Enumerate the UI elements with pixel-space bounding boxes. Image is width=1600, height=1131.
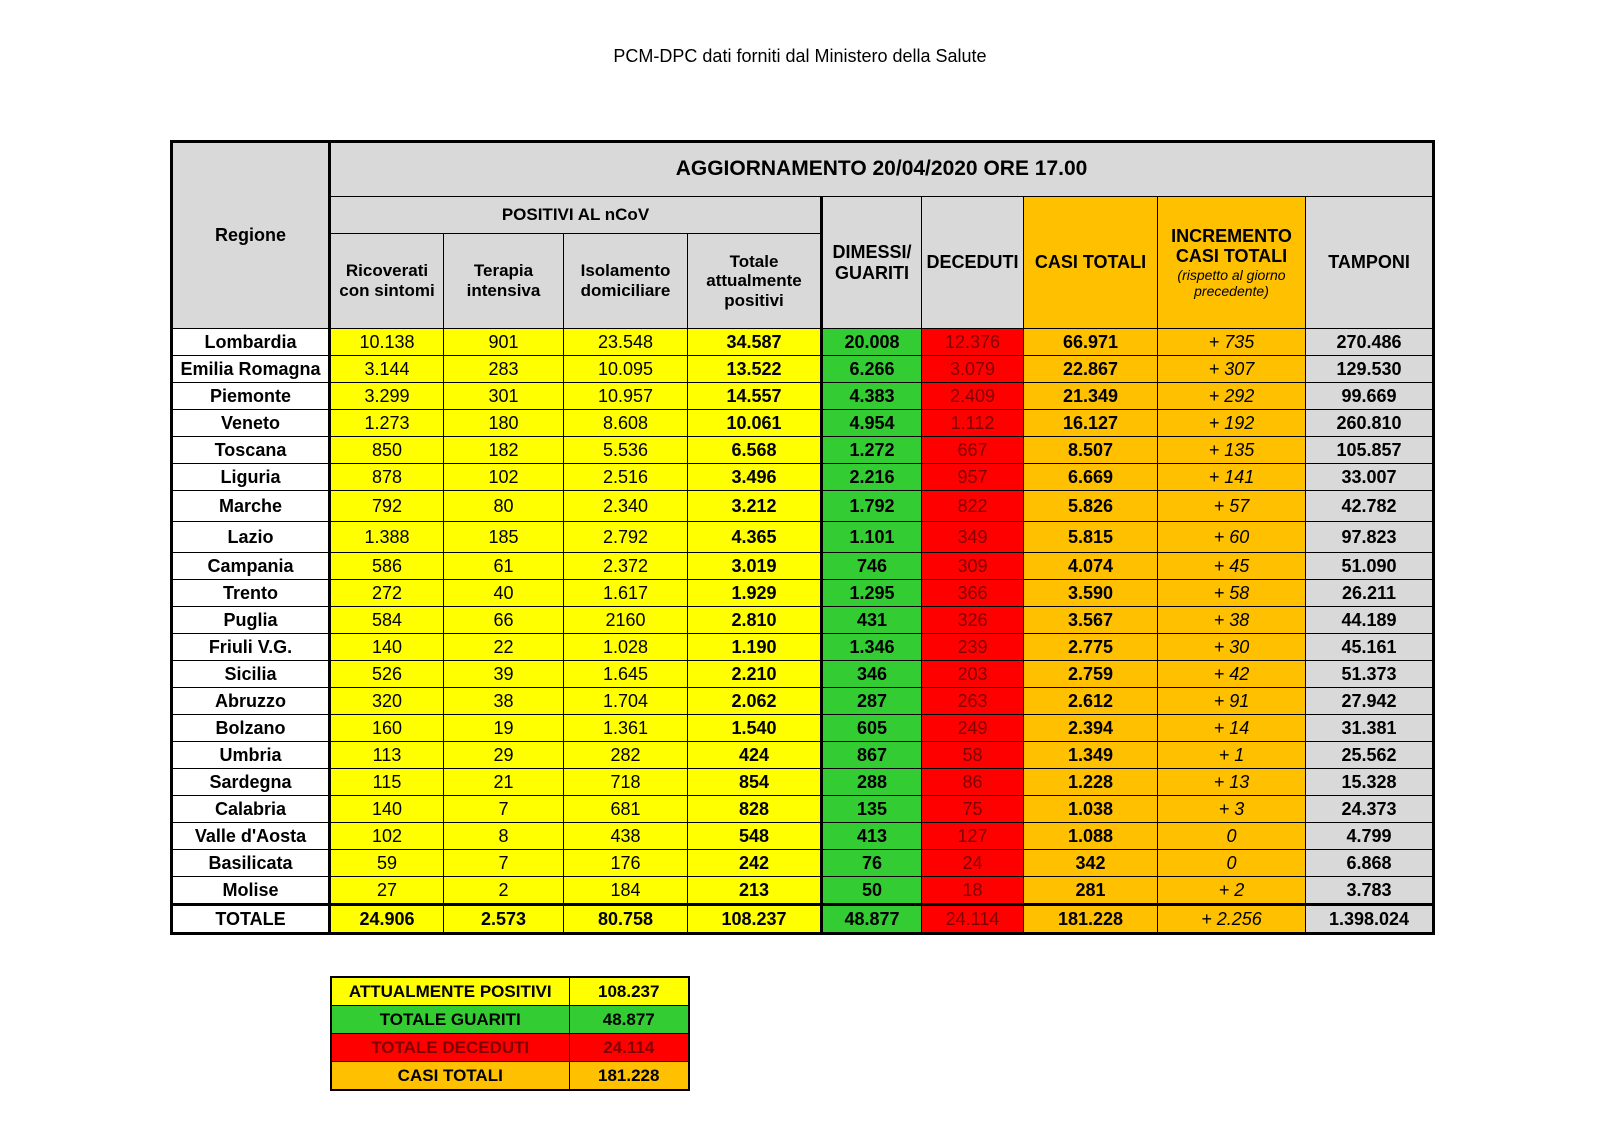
table-row — [172, 634, 1434, 661]
cell-incremento: + 60 — [1158, 522, 1306, 553]
cell-incremento: 0 — [1158, 823, 1306, 850]
cell-dimessi: 346 — [822, 661, 922, 688]
cell-casi-totali: 8.507 — [1024, 437, 1158, 464]
summary-row — [331, 1034, 689, 1062]
cell-deceduti: 822 — [922, 491, 1024, 522]
cell-deceduti: 249 — [922, 715, 1024, 742]
cell-incremento: + 192 — [1158, 410, 1306, 437]
table-row — [172, 356, 1434, 383]
table-row — [172, 715, 1434, 742]
cell-ricoverati: 584 — [330, 607, 444, 634]
cell-tamponi: 26.211 — [1306, 580, 1434, 607]
cell-regione: Calabria — [172, 796, 330, 823]
cell-tamponi: 6.868 — [1306, 850, 1434, 877]
cell-terapia: 39 — [444, 661, 564, 688]
total-terapia: 2.573 — [444, 905, 564, 934]
cell-isolamento: 5.536 — [564, 437, 688, 464]
cell-tamponi: 51.373 — [1306, 661, 1434, 688]
cell-deceduti: 239 — [922, 634, 1024, 661]
summary-row — [331, 1006, 689, 1034]
cell-isolamento: 1.645 — [564, 661, 688, 688]
cell-terapia: 185 — [444, 522, 564, 553]
cell-isolamento: 2.792 — [564, 522, 688, 553]
cell-incremento: + 42 — [1158, 661, 1306, 688]
cell-incremento: + 135 — [1158, 437, 1306, 464]
cell-deceduti: 957 — [922, 464, 1024, 491]
cell-tamponi: 3.783 — [1306, 877, 1434, 905]
cell-incremento: + 1 — [1158, 742, 1306, 769]
total-isolamento: 80.758 — [564, 905, 688, 934]
cell-incremento: + 141 — [1158, 464, 1306, 491]
cell-deceduti: 326 — [922, 607, 1024, 634]
cell-casi-totali: 2.775 — [1024, 634, 1158, 661]
cell-casi-totali: 5.815 — [1024, 522, 1158, 553]
cell-regione: Sicilia — [172, 661, 330, 688]
cell-regione: Campania — [172, 553, 330, 580]
cell-dimessi: 50 — [822, 877, 922, 905]
cell-incremento: + 45 — [1158, 553, 1306, 580]
table-row — [172, 850, 1434, 877]
table-row — [172, 410, 1434, 437]
cell-tamponi: 15.328 — [1306, 769, 1434, 796]
cell-ricoverati: 850 — [330, 437, 444, 464]
cell-ricoverati: 320 — [330, 688, 444, 715]
cell-isolamento: 681 — [564, 796, 688, 823]
cell-deceduti: 58 — [922, 742, 1024, 769]
cell-terapia: 8 — [444, 823, 564, 850]
cell-totale-positivi: 854 — [688, 769, 822, 796]
summary-value: 48.877 — [569, 1006, 689, 1034]
cell-dimessi: 76 — [822, 850, 922, 877]
cell-totale-positivi: 34.587 — [688, 329, 822, 356]
cell-tamponi: 44.189 — [1306, 607, 1434, 634]
cell-incremento: + 57 — [1158, 491, 1306, 522]
cell-totale-positivi: 14.557 — [688, 383, 822, 410]
table-row — [172, 607, 1434, 634]
cell-dimessi: 413 — [822, 823, 922, 850]
cell-terapia: 61 — [444, 553, 564, 580]
summary-row — [331, 1062, 689, 1091]
cell-totale-positivi: 1.540 — [688, 715, 822, 742]
cell-totale-positivi: 1.929 — [688, 580, 822, 607]
cell-totale-positivi: 4.365 — [688, 522, 822, 553]
cell-tamponi: 24.373 — [1306, 796, 1434, 823]
cell-casi-totali: 281 — [1024, 877, 1158, 905]
cell-dimessi: 288 — [822, 769, 922, 796]
cell-isolamento: 2.516 — [564, 464, 688, 491]
header-deceduti: DECEDUTI — [922, 197, 1024, 329]
cell-dimessi: 2.216 — [822, 464, 922, 491]
cell-totale-positivi: 3.019 — [688, 553, 822, 580]
total-incremento: + 2.256 — [1158, 905, 1306, 934]
cell-terapia: 102 — [444, 464, 564, 491]
total-ricoverati: 24.906 — [330, 905, 444, 934]
cell-terapia: 2 — [444, 877, 564, 905]
cell-deceduti: 349 — [922, 522, 1024, 553]
cell-isolamento: 23.548 — [564, 329, 688, 356]
table-row — [172, 464, 1434, 491]
total-regione: TOTALE — [172, 905, 330, 934]
cell-regione: Abruzzo — [172, 688, 330, 715]
cell-regione: Emilia Romagna — [172, 356, 330, 383]
cell-isolamento: 184 — [564, 877, 688, 905]
table-row — [172, 769, 1434, 796]
cell-totale-positivi: 6.568 — [688, 437, 822, 464]
summary-value: 181.228 — [569, 1062, 689, 1091]
cell-regione: Umbria — [172, 742, 330, 769]
cell-ricoverati: 160 — [330, 715, 444, 742]
cell-dimessi: 1.272 — [822, 437, 922, 464]
header-terapia: Terapia intensiva — [444, 234, 564, 329]
cell-isolamento: 1.617 — [564, 580, 688, 607]
cell-ricoverati: 526 — [330, 661, 444, 688]
table-row — [172, 329, 1434, 356]
cell-dimessi: 6.266 — [822, 356, 922, 383]
cell-regione: Valle d'Aosta — [172, 823, 330, 850]
cell-casi-totali: 5.826 — [1024, 491, 1158, 522]
cell-incremento: + 13 — [1158, 769, 1306, 796]
header-positivi-group: POSITIVI AL nCoV — [330, 197, 822, 234]
header-casi-totali: CASI TOTALI — [1024, 197, 1158, 329]
header-incremento-label: INCREMENTO CASI TOTALI — [1171, 225, 1292, 267]
cell-tamponi: 105.857 — [1306, 437, 1434, 464]
header-incremento — [1158, 197, 1306, 329]
summary-label: TOTALE GUARITI — [331, 1006, 569, 1034]
total-deceduti: 24.114 — [922, 905, 1024, 934]
cell-isolamento: 1.028 — [564, 634, 688, 661]
cell-regione: Molise — [172, 877, 330, 905]
cell-tamponi: 270.486 — [1306, 329, 1434, 356]
header-isolamento: Isolamento domiciliare — [564, 234, 688, 329]
cell-deceduti: 203 — [922, 661, 1024, 688]
cell-tamponi: 129.530 — [1306, 356, 1434, 383]
cell-tamponi: 260.810 — [1306, 410, 1434, 437]
table-row — [172, 823, 1434, 850]
cell-isolamento: 2.372 — [564, 553, 688, 580]
cell-incremento: + 292 — [1158, 383, 1306, 410]
cell-casi-totali: 1.088 — [1024, 823, 1158, 850]
cell-totale-positivi: 3.496 — [688, 464, 822, 491]
header-totale-positivi: Totale attualmente positivi — [688, 234, 822, 329]
header-dimessi: DIMESSI/ GUARITI — [822, 197, 922, 329]
cell-casi-totali: 22.867 — [1024, 356, 1158, 383]
cell-deceduti: 667 — [922, 437, 1024, 464]
cell-ricoverati: 3.299 — [330, 383, 444, 410]
summary-table — [330, 976, 690, 1091]
cell-regione: Liguria — [172, 464, 330, 491]
table-row — [172, 491, 1434, 522]
summary-value: 108.237 — [569, 977, 689, 1006]
cell-regione: Veneto — [172, 410, 330, 437]
header-tamponi: TAMPONI — [1306, 197, 1434, 329]
cell-dimessi: 4.954 — [822, 410, 922, 437]
cell-totale-positivi: 1.190 — [688, 634, 822, 661]
cell-incremento: + 14 — [1158, 715, 1306, 742]
summary-label: CASI TOTALI — [331, 1062, 569, 1091]
cell-deceduti: 75 — [922, 796, 1024, 823]
cell-dimessi: 1.346 — [822, 634, 922, 661]
total-tamponi: 1.398.024 — [1306, 905, 1434, 934]
table-row — [172, 580, 1434, 607]
cell-ricoverati: 27 — [330, 877, 444, 905]
cell-dimessi: 431 — [822, 607, 922, 634]
cell-ricoverati: 586 — [330, 553, 444, 580]
cell-terapia: 22 — [444, 634, 564, 661]
cell-casi-totali: 2.759 — [1024, 661, 1158, 688]
total-casi-totali: 181.228 — [1024, 905, 1158, 934]
table-row — [172, 796, 1434, 823]
cell-isolamento: 2.340 — [564, 491, 688, 522]
cell-dimessi: 20.008 — [822, 329, 922, 356]
cell-isolamento: 718 — [564, 769, 688, 796]
cell-ricoverati: 1.388 — [330, 522, 444, 553]
cell-ricoverati: 10.138 — [330, 329, 444, 356]
cell-deceduti: 263 — [922, 688, 1024, 715]
cell-isolamento: 282 — [564, 742, 688, 769]
cell-terapia: 19 — [444, 715, 564, 742]
header-ricoverati: Ricoverati con sintomi — [330, 234, 444, 329]
cell-ricoverati: 59 — [330, 850, 444, 877]
cell-terapia: 21 — [444, 769, 564, 796]
cell-deceduti: 2.409 — [922, 383, 1024, 410]
cell-ricoverati: 102 — [330, 823, 444, 850]
summary-row — [331, 977, 689, 1006]
cell-totale-positivi: 828 — [688, 796, 822, 823]
cell-incremento: + 735 — [1158, 329, 1306, 356]
table-row — [172, 877, 1434, 905]
cell-casi-totali: 3.590 — [1024, 580, 1158, 607]
cell-incremento: + 58 — [1158, 580, 1306, 607]
cell-dimessi: 1.101 — [822, 522, 922, 553]
cell-tamponi: 4.799 — [1306, 823, 1434, 850]
cell-regione: Toscana — [172, 437, 330, 464]
cell-isolamento: 1.361 — [564, 715, 688, 742]
cell-deceduti: 24 — [922, 850, 1024, 877]
cell-totale-positivi: 3.212 — [688, 491, 822, 522]
cell-deceduti: 18 — [922, 877, 1024, 905]
cell-isolamento: 438 — [564, 823, 688, 850]
header-incremento-note: (rispetto al giorno precedente) — [1177, 267, 1286, 300]
total-row — [172, 905, 1434, 934]
cell-dimessi: 867 — [822, 742, 922, 769]
cell-tamponi: 99.669 — [1306, 383, 1434, 410]
cell-terapia: 7 — [444, 850, 564, 877]
cell-deceduti: 127 — [922, 823, 1024, 850]
cell-ricoverati: 878 — [330, 464, 444, 491]
cell-totale-positivi: 548 — [688, 823, 822, 850]
cell-isolamento: 2160 — [564, 607, 688, 634]
cell-regione: Sardegna — [172, 769, 330, 796]
cell-regione: Marche — [172, 491, 330, 522]
cell-dimessi: 605 — [822, 715, 922, 742]
cell-casi-totali: 21.349 — [1024, 383, 1158, 410]
cell-casi-totali: 3.567 — [1024, 607, 1158, 634]
header-regione: Regione — [172, 142, 330, 329]
table-row — [172, 437, 1434, 464]
cell-tamponi: 51.090 — [1306, 553, 1434, 580]
cell-tamponi: 42.782 — [1306, 491, 1434, 522]
summary-label: ATTUALMENTE POSITIVI — [331, 977, 569, 1006]
cell-incremento: 0 — [1158, 850, 1306, 877]
cell-regione: Bolzano — [172, 715, 330, 742]
covid-data-table — [170, 140, 1435, 935]
cell-tamponi: 97.823 — [1306, 522, 1434, 553]
cell-tamponi: 33.007 — [1306, 464, 1434, 491]
cell-totale-positivi: 213 — [688, 877, 822, 905]
cell-ricoverati: 113 — [330, 742, 444, 769]
cell-terapia: 29 — [444, 742, 564, 769]
cell-deceduti: 366 — [922, 580, 1024, 607]
cell-deceduti: 86 — [922, 769, 1024, 796]
cell-deceduti: 1.112 — [922, 410, 1024, 437]
cell-ricoverati: 140 — [330, 634, 444, 661]
cell-isolamento: 1.704 — [564, 688, 688, 715]
cell-regione: Piemonte — [172, 383, 330, 410]
cell-dimessi: 287 — [822, 688, 922, 715]
cell-casi-totali: 4.074 — [1024, 553, 1158, 580]
cell-terapia: 301 — [444, 383, 564, 410]
cell-ricoverati: 792 — [330, 491, 444, 522]
cell-totale-positivi: 2.210 — [688, 661, 822, 688]
cell-incremento: + 307 — [1158, 356, 1306, 383]
cell-casi-totali: 66.971 — [1024, 329, 1158, 356]
cell-regione: Lazio — [172, 522, 330, 553]
cell-totale-positivi: 2.810 — [688, 607, 822, 634]
cell-incremento: + 30 — [1158, 634, 1306, 661]
cell-regione: Friuli V.G. — [172, 634, 330, 661]
page-title: PCM-DPC dati forniti dal Ministero della Salute — [613, 46, 987, 66]
cell-regione: Basilicata — [172, 850, 330, 877]
cell-terapia: 901 — [444, 329, 564, 356]
cell-incremento: + 3 — [1158, 796, 1306, 823]
cell-casi-totali: 6.669 — [1024, 464, 1158, 491]
cell-incremento: + 2 — [1158, 877, 1306, 905]
cell-casi-totali: 16.127 — [1024, 410, 1158, 437]
cell-isolamento: 10.095 — [564, 356, 688, 383]
cell-ricoverati: 115 — [330, 769, 444, 796]
cell-dimessi: 746 — [822, 553, 922, 580]
table-row — [172, 688, 1434, 715]
cell-ricoverati: 140 — [330, 796, 444, 823]
cell-tamponi: 27.942 — [1306, 688, 1434, 715]
cell-casi-totali: 1.228 — [1024, 769, 1158, 796]
cell-terapia: 38 — [444, 688, 564, 715]
cell-isolamento: 176 — [564, 850, 688, 877]
cell-casi-totali: 2.394 — [1024, 715, 1158, 742]
cell-totale-positivi: 424 — [688, 742, 822, 769]
cell-ricoverati: 272 — [330, 580, 444, 607]
cell-incremento: + 91 — [1158, 688, 1306, 715]
summary-value: 24.114 — [569, 1034, 689, 1062]
cell-totale-positivi: 10.061 — [688, 410, 822, 437]
cell-totale-positivi: 242 — [688, 850, 822, 877]
cell-totale-positivi: 2.062 — [688, 688, 822, 715]
cell-isolamento: 8.608 — [564, 410, 688, 437]
cell-casi-totali: 1.349 — [1024, 742, 1158, 769]
cell-casi-totali: 342 — [1024, 850, 1158, 877]
table-row — [172, 553, 1434, 580]
table-row — [172, 661, 1434, 688]
cell-deceduti: 3.079 — [922, 356, 1024, 383]
table-row — [172, 383, 1434, 410]
table-row — [172, 742, 1434, 769]
cell-incremento: + 38 — [1158, 607, 1306, 634]
cell-regione: Puglia — [172, 607, 330, 634]
cell-terapia: 40 — [444, 580, 564, 607]
total-totale-positivi: 108.237 — [688, 905, 822, 934]
cell-tamponi: 25.562 — [1306, 742, 1434, 769]
cell-deceduti: 309 — [922, 553, 1024, 580]
cell-terapia: 180 — [444, 410, 564, 437]
cell-tamponi: 45.161 — [1306, 634, 1434, 661]
cell-tamponi: 31.381 — [1306, 715, 1434, 742]
cell-dimessi: 135 — [822, 796, 922, 823]
cell-terapia: 7 — [444, 796, 564, 823]
cell-terapia: 182 — [444, 437, 564, 464]
cell-dimessi: 1.792 — [822, 491, 922, 522]
cell-casi-totali: 1.038 — [1024, 796, 1158, 823]
table-row — [172, 522, 1434, 553]
cell-ricoverati: 1.273 — [330, 410, 444, 437]
cell-terapia: 283 — [444, 356, 564, 383]
cell-totale-positivi: 13.522 — [688, 356, 822, 383]
cell-deceduti: 12.376 — [922, 329, 1024, 356]
cell-terapia: 66 — [444, 607, 564, 634]
cell-dimessi: 1.295 — [822, 580, 922, 607]
cell-terapia: 80 — [444, 491, 564, 522]
cell-regione: Trento — [172, 580, 330, 607]
total-dimessi: 48.877 — [822, 905, 922, 934]
update-label: AGGIORNAMENTO 20/04/2020 ORE 17.00 — [330, 142, 1434, 197]
cell-ricoverati: 3.144 — [330, 356, 444, 383]
summary-label: TOTALE DECEDUTI — [331, 1034, 569, 1062]
cell-regione: Lombardia — [172, 329, 330, 356]
cell-isolamento: 10.957 — [564, 383, 688, 410]
cell-casi-totali: 2.612 — [1024, 688, 1158, 715]
cell-dimessi: 4.383 — [822, 383, 922, 410]
